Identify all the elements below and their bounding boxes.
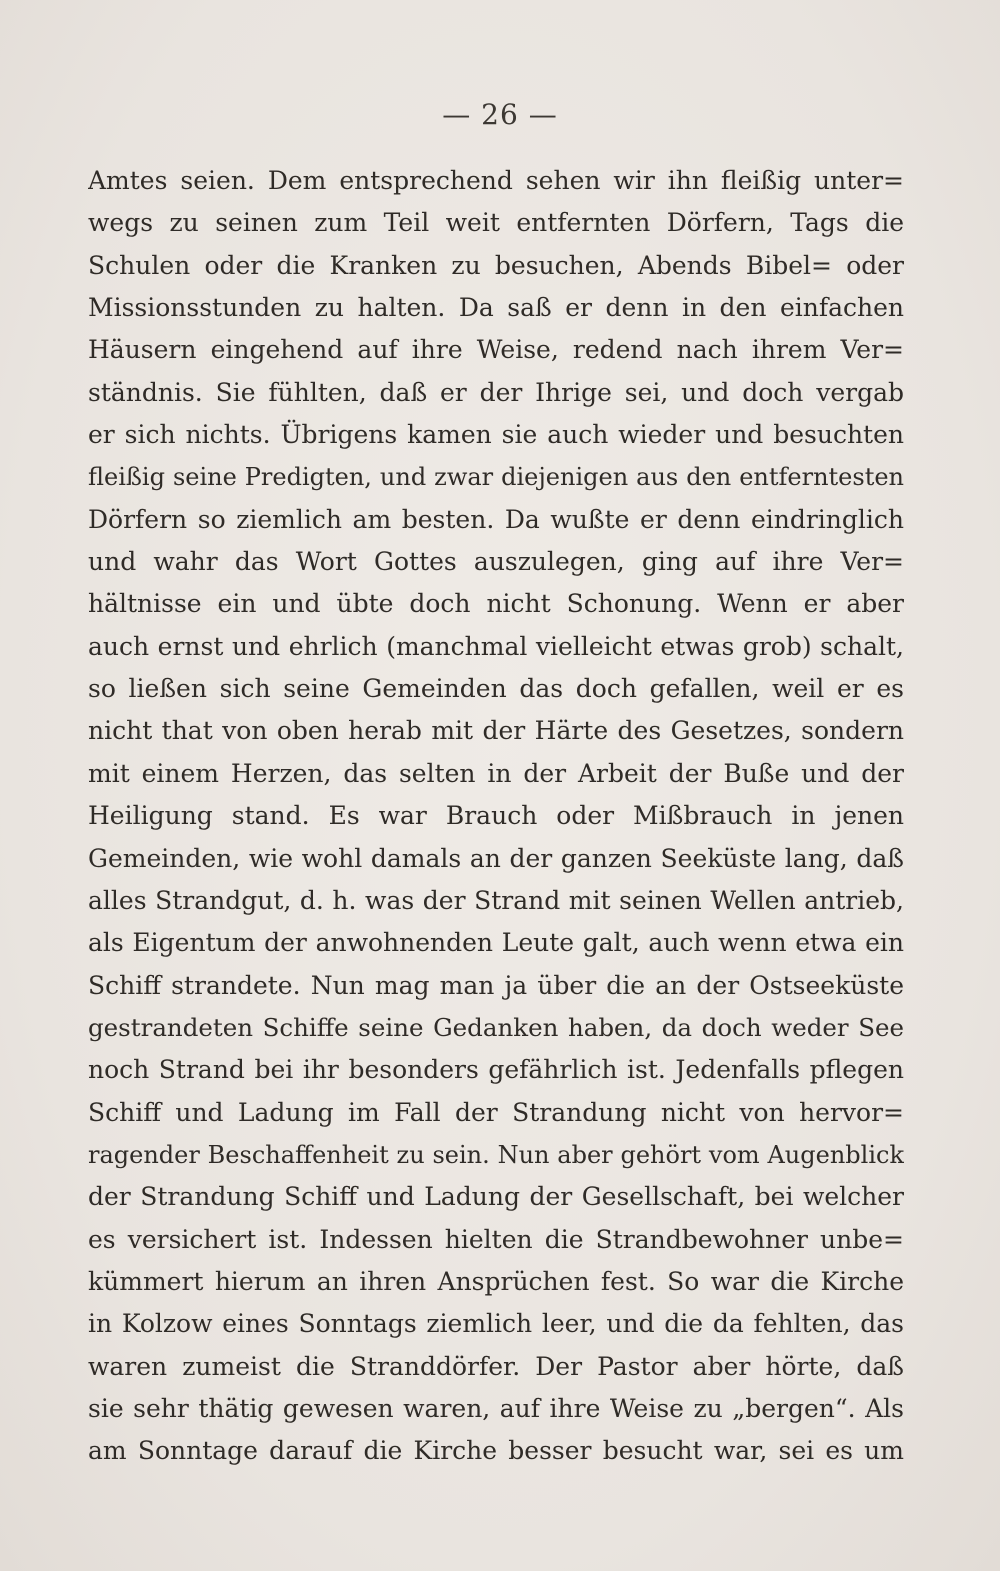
text-line: so ließen sich seine Gemeinden das doch gefallen, weil er es: [88, 674, 904, 704]
text-line: hältnisse ein und übte doch nicht Schonung. Wenn er aber: [88, 589, 904, 619]
text-line: fleißig seine Predigten, und zwar diejenigen aus den entferntesten: [88, 463, 904, 492]
text-line: als Eigentum der anwohnenden Leute galt, auch wenn etwa ein: [88, 928, 904, 958]
text-line: alles Strandgut, d. h. was der Strand mit seinen Wellen antrieb,: [88, 885, 904, 915]
text-line: er sich nichts. Übrigens kamen sie auch wieder und besuchten: [88, 420, 904, 450]
text-line: Schiff und Ladung im Fall der Strandung nicht von hervor=: [88, 1097, 904, 1127]
text-line: auch ernst und ehrlich (manchmal vielleicht etwas grob) schalt,: [88, 631, 904, 661]
text-line: noch Strand bei ihr besonders gefährlich ist. Jedenfalls pflegen: [88, 1055, 904, 1085]
text-line: es versichert ist. Indessen hielten die Strandbewohner unbe=: [88, 1224, 904, 1254]
page-number: — 26 —: [442, 98, 558, 131]
text-line: Missionsstunden zu halten. Da saß er denn in den einfachen: [88, 293, 904, 323]
text-line: wegs zu seinen zum Teil weit entfernten Dörfern, Tags die: [88, 208, 904, 238]
text-line: in Kolzow eines Sonntags ziemlich leer, und die da fehlten, das: [88, 1309, 904, 1339]
text-line: Häusern eingehend auf ihre Weise, redend nach ihrem Ver=: [88, 335, 904, 365]
text-line: Gemeinden, wie wohl damals an der ganzen Seeküste lang, daß: [88, 843, 904, 873]
text-line: Dörfern so ziemlich am besten. Da wußte er denn eindringlich: [88, 504, 904, 534]
text-line: ragender Beschaffenheit zu sein. Nun aber gehört vom Augenblick: [88, 1140, 904, 1169]
text-line: der Strandung Schiff und Ladung der Gesellschaft, bei welcher: [88, 1182, 904, 1212]
text-line: Schiff strandete. Nun mag man ja über die an der Ostseeküste: [88, 970, 904, 1000]
text-line: ständnis. Sie fühlten, daß er der Ihrige sei, und doch vergab: [88, 377, 904, 407]
text-line: gestrandeten Schiffe seine Gedanken haben, da doch weder See: [88, 1012, 904, 1042]
text-line: Amtes seien. Dem entsprechend sehen wir ihn fleißig unter=: [88, 166, 904, 195]
text-line: Schulen oder die Kranken zu besuchen, Abends Bibel= oder: [88, 250, 904, 280]
text-line: sie sehr thätig gewesen waren, auf ihre Weise zu „bergen“. Als: [88, 1393, 904, 1423]
text-line: am Sonntage darauf die Kirche besser besucht war, sei es um: [88, 1436, 904, 1466]
body-text: [88, 160, 904, 1473]
text-line: kümmert hierum an ihren Ansprüchen fest. So war die Kirche: [88, 1266, 904, 1296]
text-line: waren zumeist die Stranddörfer. Der Pastor aber hörte, daß: [88, 1351, 904, 1381]
text-line: und wahr das Wort Gottes auszulegen, ging auf ihre Ver=: [88, 547, 904, 577]
text-line: Heiligung stand. Es war Brauch oder Mißbrauch in jenen: [88, 801, 904, 831]
text-line: mit einem Herzen, das selten in der Arbeit der Buße und der: [88, 758, 904, 788]
text-line: nicht that von oben herab mit der Härte des Gesetzes, sondern: [88, 716, 904, 746]
